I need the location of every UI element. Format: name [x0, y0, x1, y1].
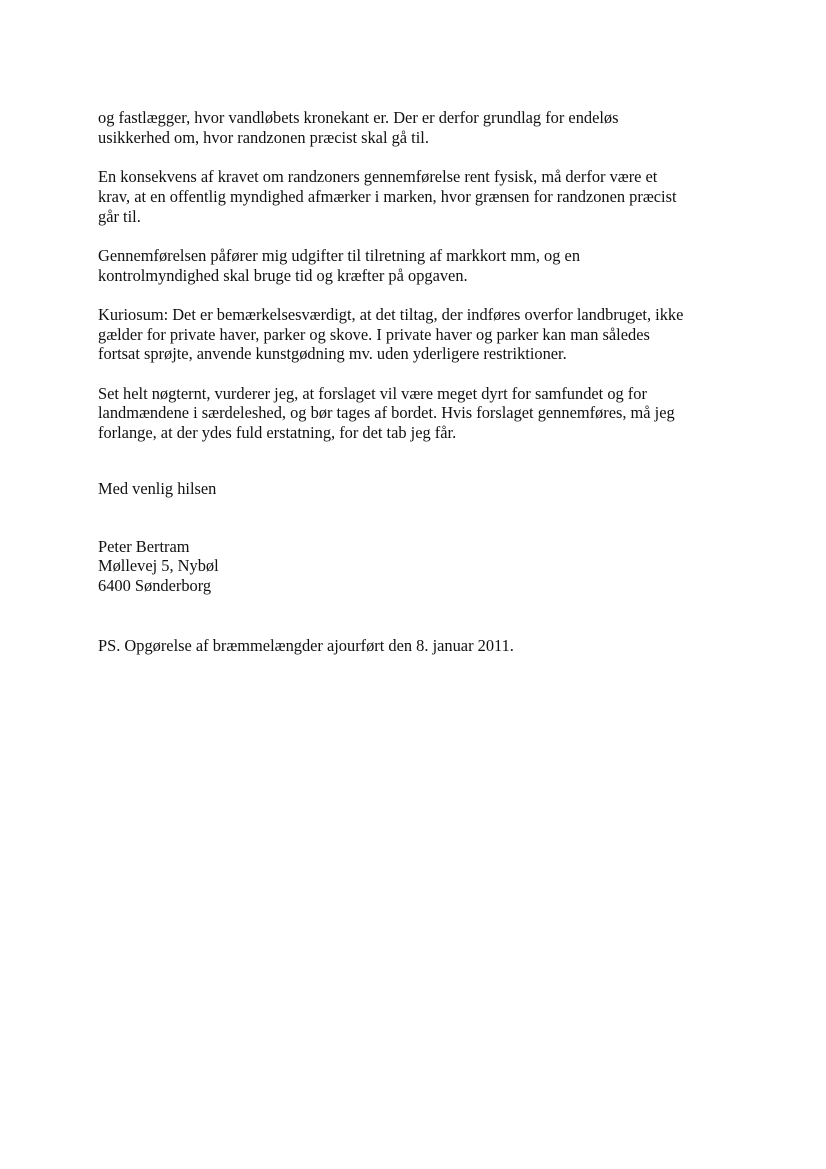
text-line: Kuriosum: Det er bemærkelsesværdigt, at det tiltag, der indføres overfor landbruget, ikke — [98, 304, 684, 324]
text-line: Set helt nøgternt, vurderer jeg, at forslaget vil være meget dyrt for samfundet og for — [98, 383, 647, 403]
text-line: landmændene i særdeleshed, og bør tages af bordet. Hvis forslaget gennemføres, må jeg — [98, 403, 675, 423]
signature-city: 6400 Sønderborg — [98, 576, 212, 595]
text-line: Gennemførelsen påfører mig udgifter til tilretning af markkort mm, og en — [98, 245, 581, 265]
signature-block — [98, 537, 738, 596]
text-line: kontrolmyndighed skal bruge tid og kræfter på opgaven. — [98, 265, 468, 285]
paragraph-konsekvens — [98, 167, 738, 226]
text-line: og fastlægger, hvor vandløbets kronekant er. Der er derfor grundlag for endeløs — [98, 108, 619, 127]
paragraph-kronekant — [98, 108, 738, 147]
postscript — [98, 636, 738, 656]
text-line: fortsat sprøjte, anvende kunstgødning mv. uden yderligere restriktioner. — [98, 344, 567, 364]
text-line: gælder for private haver, parker og skove. I private haver og parker kan man således — [98, 324, 650, 344]
text-line: forlange, at der ydes fuld erstatning, for det tab jeg får. — [98, 423, 457, 443]
paragraph-kuriosum — [98, 305, 738, 364]
postscript-text: PS. Opgørelse af bræmmelængder ajourført den 8. januar 2011. — [98, 635, 514, 655]
signature-name: Peter Bertram — [98, 536, 190, 556]
text-line: går til. — [98, 206, 141, 226]
text-line: usikkerhed om, hvor randzonen præcist skal gå til. — [98, 127, 429, 147]
signature-street: Møllevej 5, Nybøl — [98, 556, 219, 576]
paragraph-conclusion — [98, 384, 738, 443]
paragraph-udgifter — [98, 246, 738, 285]
text-line: krav, at en offentlig myndighed afmærker i marken, hvor grænsen for randzonen præcist — [98, 186, 677, 206]
text-line: En konsekvens af kravet om randzoners gennemførelse rent fysisk, må derfor være et — [98, 167, 658, 187]
closing-text: Med venlig hilsen — [98, 478, 217, 498]
closing — [98, 479, 738, 499]
letter-body — [98, 108, 738, 655]
